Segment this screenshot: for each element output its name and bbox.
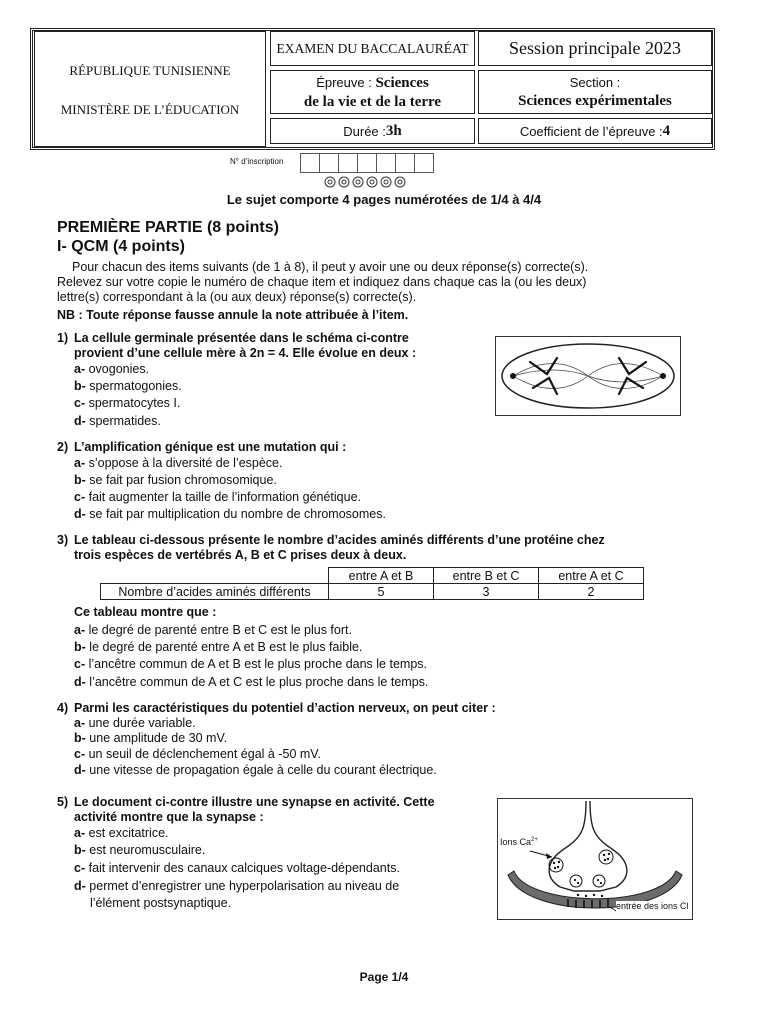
- exam-title: EXAMEN DU BACCALAURÉAT: [270, 31, 475, 66]
- table-row-label: Nombre d’acides aminés différents: [101, 584, 329, 600]
- q4-option-d: d- une vitesse de propagation égale à celle du courant électrique.: [74, 763, 437, 777]
- q2-stem: L’amplification génique est une mutation qui :: [74, 440, 347, 454]
- header-left-box: [34, 31, 266, 147]
- epreuve-box: [270, 70, 475, 114]
- q2-option-a: a- s’oppose à la diversité de l’espèce.: [74, 456, 283, 470]
- germ-cell-diagram: [495, 336, 681, 416]
- q5-stem-2: activité montre que la synapse :: [74, 810, 264, 824]
- table-value-ac: 2: [539, 584, 644, 600]
- q1-option-d: d- spermatides.: [74, 414, 161, 428]
- q1-option-b: b- spermatogonies.: [74, 379, 182, 393]
- q3-option-a: a- le degré de parenté entre B et C est le plus fort.: [74, 623, 352, 637]
- table-header-bc: entre B et C: [434, 568, 539, 584]
- coef-value: 4: [662, 122, 671, 139]
- chloride-ions-label: entrée des ions Cl: [616, 901, 689, 911]
- q5-option-d-continued: l’élément postsynaptique.: [90, 896, 232, 910]
- pages-note: Le sujet comporte 4 pages numérotées de 1/4 à 4/4: [226, 192, 542, 207]
- q5-option-a: a- est excitatrice.: [74, 826, 169, 840]
- inscription-pattern-icon: [323, 175, 408, 190]
- table-header-ab: entre A et B: [329, 568, 434, 584]
- ministry-text: MINISTÈRE DE L’ÉDUCATION: [60, 102, 240, 117]
- duree-box: [270, 118, 475, 144]
- intro-line-3: lettre(s) correspondant à la (ou aux deux) réponse(s) correcte(s).: [57, 290, 417, 304]
- q1-number: 1): [57, 331, 69, 345]
- q4-option-a: a- une durée variable.: [74, 716, 196, 730]
- session-title: Session principale 2023: [478, 31, 712, 66]
- q1-stem-2: provient d’une cellule mère à 2n = 4. Elle évolue en deux :: [74, 346, 417, 360]
- qcm-title: I- QCM (4 points): [57, 238, 185, 255]
- synapse-diagram: [497, 798, 693, 920]
- page-number: Page 1/4: [359, 970, 409, 984]
- section-box: [478, 70, 712, 114]
- q3-stem-2: trois espèces de vertébrés A, B et C prises deux à deux.: [74, 548, 407, 562]
- intro-line-2: Relevez sur votre copie le numéro de chaque item et indiquez dans chaque cas la (ou les deux): [57, 275, 587, 289]
- q3-option-b: b- le degré de parenté entre A et B est le plus faible.: [74, 640, 363, 654]
- section-label: Section :: [569, 75, 621, 90]
- q5-option-b: b- est neuromusculaire.: [74, 843, 206, 857]
- republic-text: RÉPUBLIQUE TUNISIENNE: [69, 63, 231, 78]
- epreuve-value-1: Sciences: [375, 75, 429, 91]
- q2-option-b: b- se fait par fusion chromosomique.: [74, 473, 277, 487]
- duree-value: 3h: [385, 122, 402, 139]
- q3-option-c: c- l’ancêtre commun de A et B est le plus proche dans le temps.: [74, 657, 427, 671]
- q5-stem-1: Le document ci-contre illustre une synapse en activité. Cette: [74, 795, 435, 809]
- epreuve-label: Épreuve :: [316, 75, 376, 90]
- q1-stem-1: La cellule germinale présentée dans le schéma ci-contre: [74, 331, 409, 345]
- q1-option-c: c- spermatocytes I.: [74, 396, 181, 410]
- coef-label: Coefficient de l’épreuve :: [519, 123, 663, 139]
- q3-number: 3): [57, 533, 69, 547]
- amino-acid-table: [100, 567, 644, 600]
- section-value: Sciences expérimentales: [518, 93, 672, 109]
- q3-stem-1: Le tableau ci-dessous présente le nombre d’acides aminés différents d’une protéine chez: [74, 533, 605, 547]
- q4-option-c: c- un seuil de déclenchement égal à -50 mV.: [74, 747, 321, 761]
- q3-lead: Ce tableau montre que :: [74, 605, 217, 619]
- q3-option-d: d- l’ancêtre commun de A et C est le plus proche dans le temps.: [74, 675, 429, 689]
- q5-number: 5): [57, 795, 69, 809]
- q4-number: 4): [57, 701, 69, 715]
- q2-option-c: c- fait augmenter la taille de l’information génétique.: [74, 490, 361, 504]
- table-value-bc: 3: [434, 584, 539, 600]
- part-title: PREMIÈRE PARTIE (8 points): [57, 219, 279, 236]
- q5-option-c: c- fait intervenir des canaux calciques voltage-dépendants.: [74, 861, 400, 875]
- q2-option-d: d- se fait par multiplication du nombre de chromosomes.: [74, 507, 386, 521]
- q2-number: 2): [57, 440, 69, 454]
- q1-option-a: a- ovogonies.: [74, 362, 150, 376]
- table-value-ab: 5: [329, 584, 434, 600]
- q5-option-d: d- permet d’enregistrer une hyperpolarisation au niveau de: [74, 879, 400, 893]
- table-header-ac: entre A et C: [539, 568, 644, 584]
- epreuve-value-2: de la vie et de la terre: [303, 94, 442, 110]
- q4-stem: Parmi les caractéristiques du potentiel d’action nerveux, on peut citer :: [74, 701, 496, 715]
- duree-label: Durée :: [343, 123, 386, 139]
- coef-box: [478, 118, 712, 144]
- q4-option-b: b- une amplitude de 30 mV.: [74, 731, 228, 745]
- nb-note: NB : Toute réponse fausse annule la note attribuée à l’item.: [57, 308, 409, 322]
- inscription-label: N° d’inscription: [230, 157, 284, 166]
- intro-line-1: Pour chacun des items suivants (de 1 à 8), il peut y avoir une ou deux réponse(s) correcte(s).: [72, 260, 589, 274]
- calcium-ions-label: Ions $Ca^{2+}$: [500, 837, 538, 847]
- inscription-boxes[interactable]: [300, 153, 434, 173]
